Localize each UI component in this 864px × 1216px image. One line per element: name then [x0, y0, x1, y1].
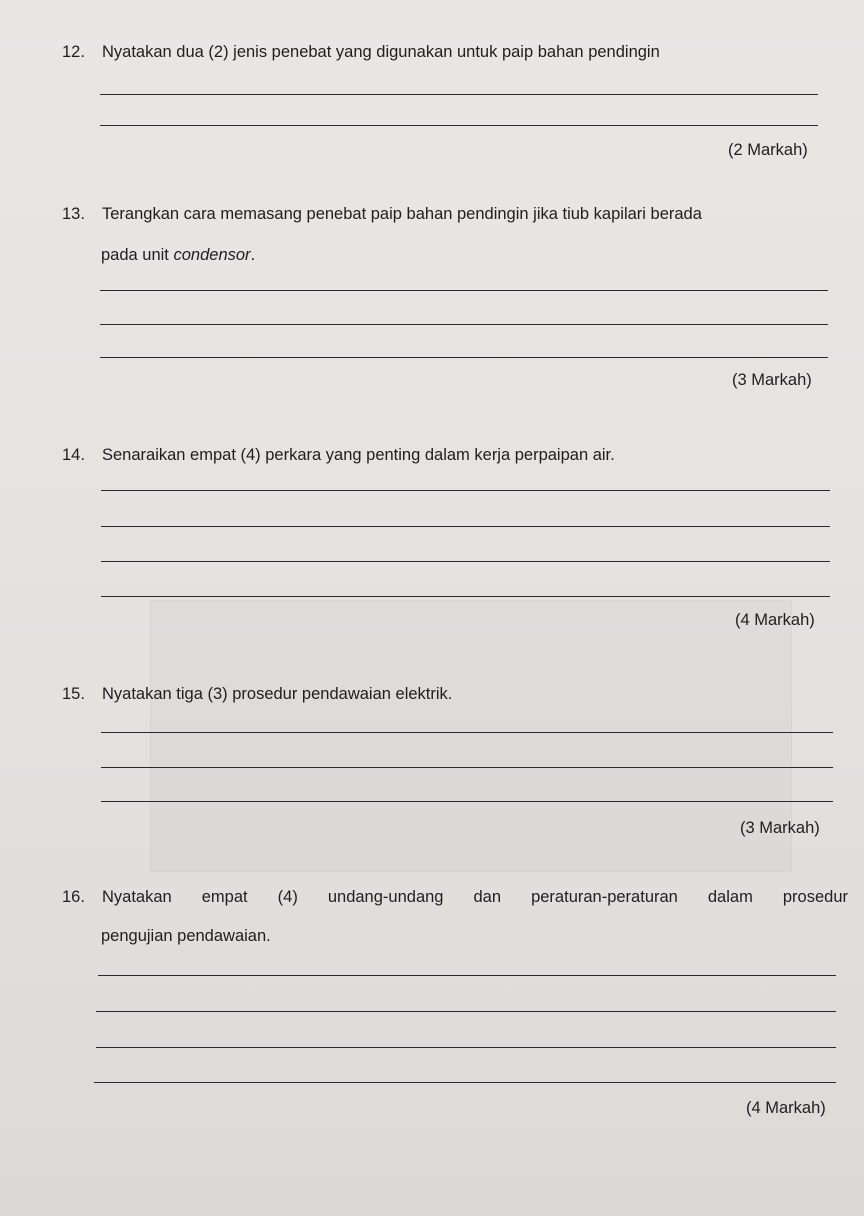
question-16	[62, 887, 848, 907]
question-text-part: .	[250, 246, 256, 264]
answer-line[interactable]	[101, 526, 830, 527]
question-text: Terangkan cara memasang penebat paip bahan pendingin jika tiub kapilari berada	[102, 205, 702, 223]
answer-line[interactable]	[101, 490, 830, 491]
question-number: 14.	[62, 446, 85, 464]
question-text-continuation: pengujian pendawaian.	[101, 927, 271, 945]
question-text-part: pada unit	[101, 246, 174, 264]
question-number: 13.	[62, 205, 85, 223]
answer-line[interactable]	[96, 1011, 836, 1012]
marks-label: (3 Markah)	[732, 371, 812, 389]
answer-line[interactable]	[96, 1047, 836, 1048]
answer-line[interactable]	[101, 767, 833, 768]
answer-line[interactable]	[100, 324, 828, 325]
answer-line[interactable]	[94, 1082, 836, 1083]
answer-line[interactable]	[98, 975, 836, 976]
answer-line[interactable]	[101, 561, 830, 562]
question-text-italic-term: condensor	[173, 246, 251, 264]
question-number: 15.	[62, 685, 85, 703]
marks-label: (3 Markah)	[740, 819, 820, 837]
answer-line[interactable]	[100, 125, 818, 126]
answer-line[interactable]	[100, 290, 828, 291]
question-text: Nyatakan dua (2) jenis penebat yang digunakan untuk paip bahan pendingin	[102, 43, 660, 61]
answer-line[interactable]	[100, 357, 828, 358]
question-text: Senaraikan empat (4) perkara yang penting dalam kerja perpaipan air.	[102, 446, 615, 464]
answer-line[interactable]	[100, 94, 818, 95]
question-14	[62, 445, 615, 465]
answer-line[interactable]	[101, 596, 830, 597]
question-13	[62, 204, 702, 224]
question-text-continuation	[101, 245, 255, 265]
marks-label: (4 Markah)	[735, 611, 815, 629]
show-through-shading	[150, 600, 792, 872]
answer-line[interactable]	[101, 801, 833, 802]
question-12	[62, 42, 660, 62]
answer-line[interactable]	[101, 732, 833, 733]
question-number: 12.	[62, 43, 85, 61]
question-text: Nyatakan tiga (3) prosedur pendawaian elektrik.	[102, 685, 453, 703]
marks-label: (4 Markah)	[746, 1099, 826, 1117]
marks-label: (2 Markah)	[728, 141, 808, 159]
question-15	[62, 684, 452, 704]
question-number: 16.	[62, 888, 85, 906]
question-text: Nyatakan empat (4) undang-undang dan peraturan-peraturan dalam prosedur	[102, 888, 848, 906]
